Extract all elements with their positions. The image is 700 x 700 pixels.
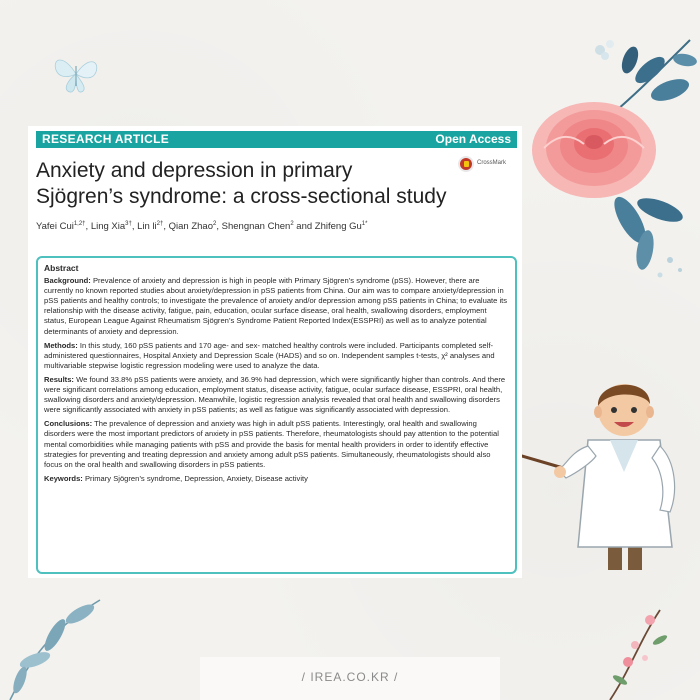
section-label: RESEARCH ARTICLE — [42, 132, 170, 146]
author-affiliation: 3† — [125, 221, 132, 227]
crossmark-icon — [458, 156, 474, 172]
leaf-branch-bottom-icon — [0, 580, 120, 700]
author-affiliation: 1,2† — [73, 221, 86, 227]
author-list — [36, 221, 516, 232]
author-name[interactable]: Yafei Cui — [36, 221, 74, 233]
abstract-section-label: Background: — [44, 276, 91, 286]
article-banner — [36, 131, 517, 148]
abstract-section-text: We found 33.8% pSS patients were anxiety, and 36.9% had depression, which were significantly higher than controls. And there were significant correlations among education, employment status, disease activity, fatigue, ocular surface disease, ESSPRI, oral health, swallowing disorders and anxiety/depression. Meanwhile, logistic regression analysis revealed that oral health and swallowing disorders were significantly associated with anxiety in pSS patients; as well as fatigue was significantly associated with depression. — [44, 374, 506, 415]
open-access-label[interactable]: Open Access — [435, 132, 511, 146]
abstract-section — [44, 341, 509, 371]
abstract-section-text: The prevalence of depression and anxiety was high in adult pSS patients. Interestingly, oral health and swallowing disorders were the most important predictors of anxiety in pSS patients. Therefore, rheumatologists should pay attention to the potential mental comorbidities while managing patients with pSS and provide the basis for mental health providers in order to identify effective strategies for preventing and treating depression and anxiety among adult pSS patients. Simultaneously, rheumatologists should also focus on the oral health and swallowing disorders in pSS patients. — [44, 419, 499, 469]
author-name[interactable]: Zhifeng Gu — [314, 221, 362, 233]
title-line-2: Sjögren’s syndrome: a cross-sectional study — [36, 185, 447, 208]
author-name[interactable]: Shengnan Chen — [221, 221, 291, 233]
author-separator: , — [216, 221, 222, 233]
crossmark-label: CrossMark — [477, 160, 507, 166]
abstract-section-text: In this study, 160 pSS patients and 170 age- and sex- matched healthy controls were included. Participants completed self-administered questionnaires, Hospital Anxiety and Depression Scale (HADS) and so on. Independent samples t-tests, χ² analyses and multivariable stepwise logistic regression modeling were used to analyze the data. — [44, 340, 495, 370]
footer-site-label[interactable]: / IREA.CO.KR / — [301, 670, 399, 684]
author-separator: , — [163, 221, 169, 233]
author-separator: , — [131, 221, 138, 233]
abstract-heading: Abstract — [44, 263, 79, 273]
abstract-section — [44, 375, 509, 415]
abstract-box — [36, 256, 517, 574]
author-name[interactable]: Lin li — [137, 221, 157, 233]
abstract-sections — [44, 276, 509, 484]
author-affiliation: 2 — [213, 221, 217, 227]
butterfly-icon — [50, 52, 102, 96]
abstract-section-label: Methods: — [44, 340, 78, 350]
article-title — [36, 158, 466, 210]
author-name[interactable]: Ling Xia — [90, 221, 126, 233]
title-line-1: Anxiety and depression in primary — [36, 159, 353, 182]
abstract-section-label: Conclusions: — [44, 419, 93, 429]
abstract-section — [44, 276, 509, 337]
abstract-section-label: Results: — [44, 374, 74, 384]
author-separator: , — [85, 221, 91, 233]
abstract-section-text: Prevalence of anxiety and depression is high in people with Primary Sjögren’s syndrome (pSS). However, there are currently no known reported studies about anxiety/depression in pSS patients from China. Our aim was to compare anxiety/depression in pSS patients and healthy controls; to investigate the prevalence of anxiety and/or depression among pSS patients in China; to evaluate its relationship with the disease activity, fatigue, pain, education, ocular surface disease, oral health, swallowing disorders, employment status, European League Against Rheumatism Sjögren’s Syndrome Patient Reported Index(ESSPRI) as well as to analyze potential determinants of anxiety and depression. — [44, 276, 508, 336]
cherry-blossom-branch-icon — [590, 600, 700, 700]
crossmark-badge[interactable] — [458, 156, 518, 176]
abstract-section-label: Keywords: — [44, 473, 83, 483]
author-name[interactable]: Qian Zhao — [168, 221, 214, 233]
author-separator: and — [293, 221, 315, 233]
abstract-section — [44, 474, 509, 484]
author-affiliation: 2† — [156, 221, 164, 227]
author-affiliation: 2 — [290, 221, 294, 227]
abstract-section — [44, 419, 509, 469]
leaf-cluster-icon — [590, 180, 700, 290]
doctor-illustration — [500, 362, 690, 572]
author-affiliation: 1* — [361, 221, 368, 227]
abstract-section-text: Primary Sjögren’s syndrome, Depression, Anxiety, Disease activity — [82, 473, 308, 483]
